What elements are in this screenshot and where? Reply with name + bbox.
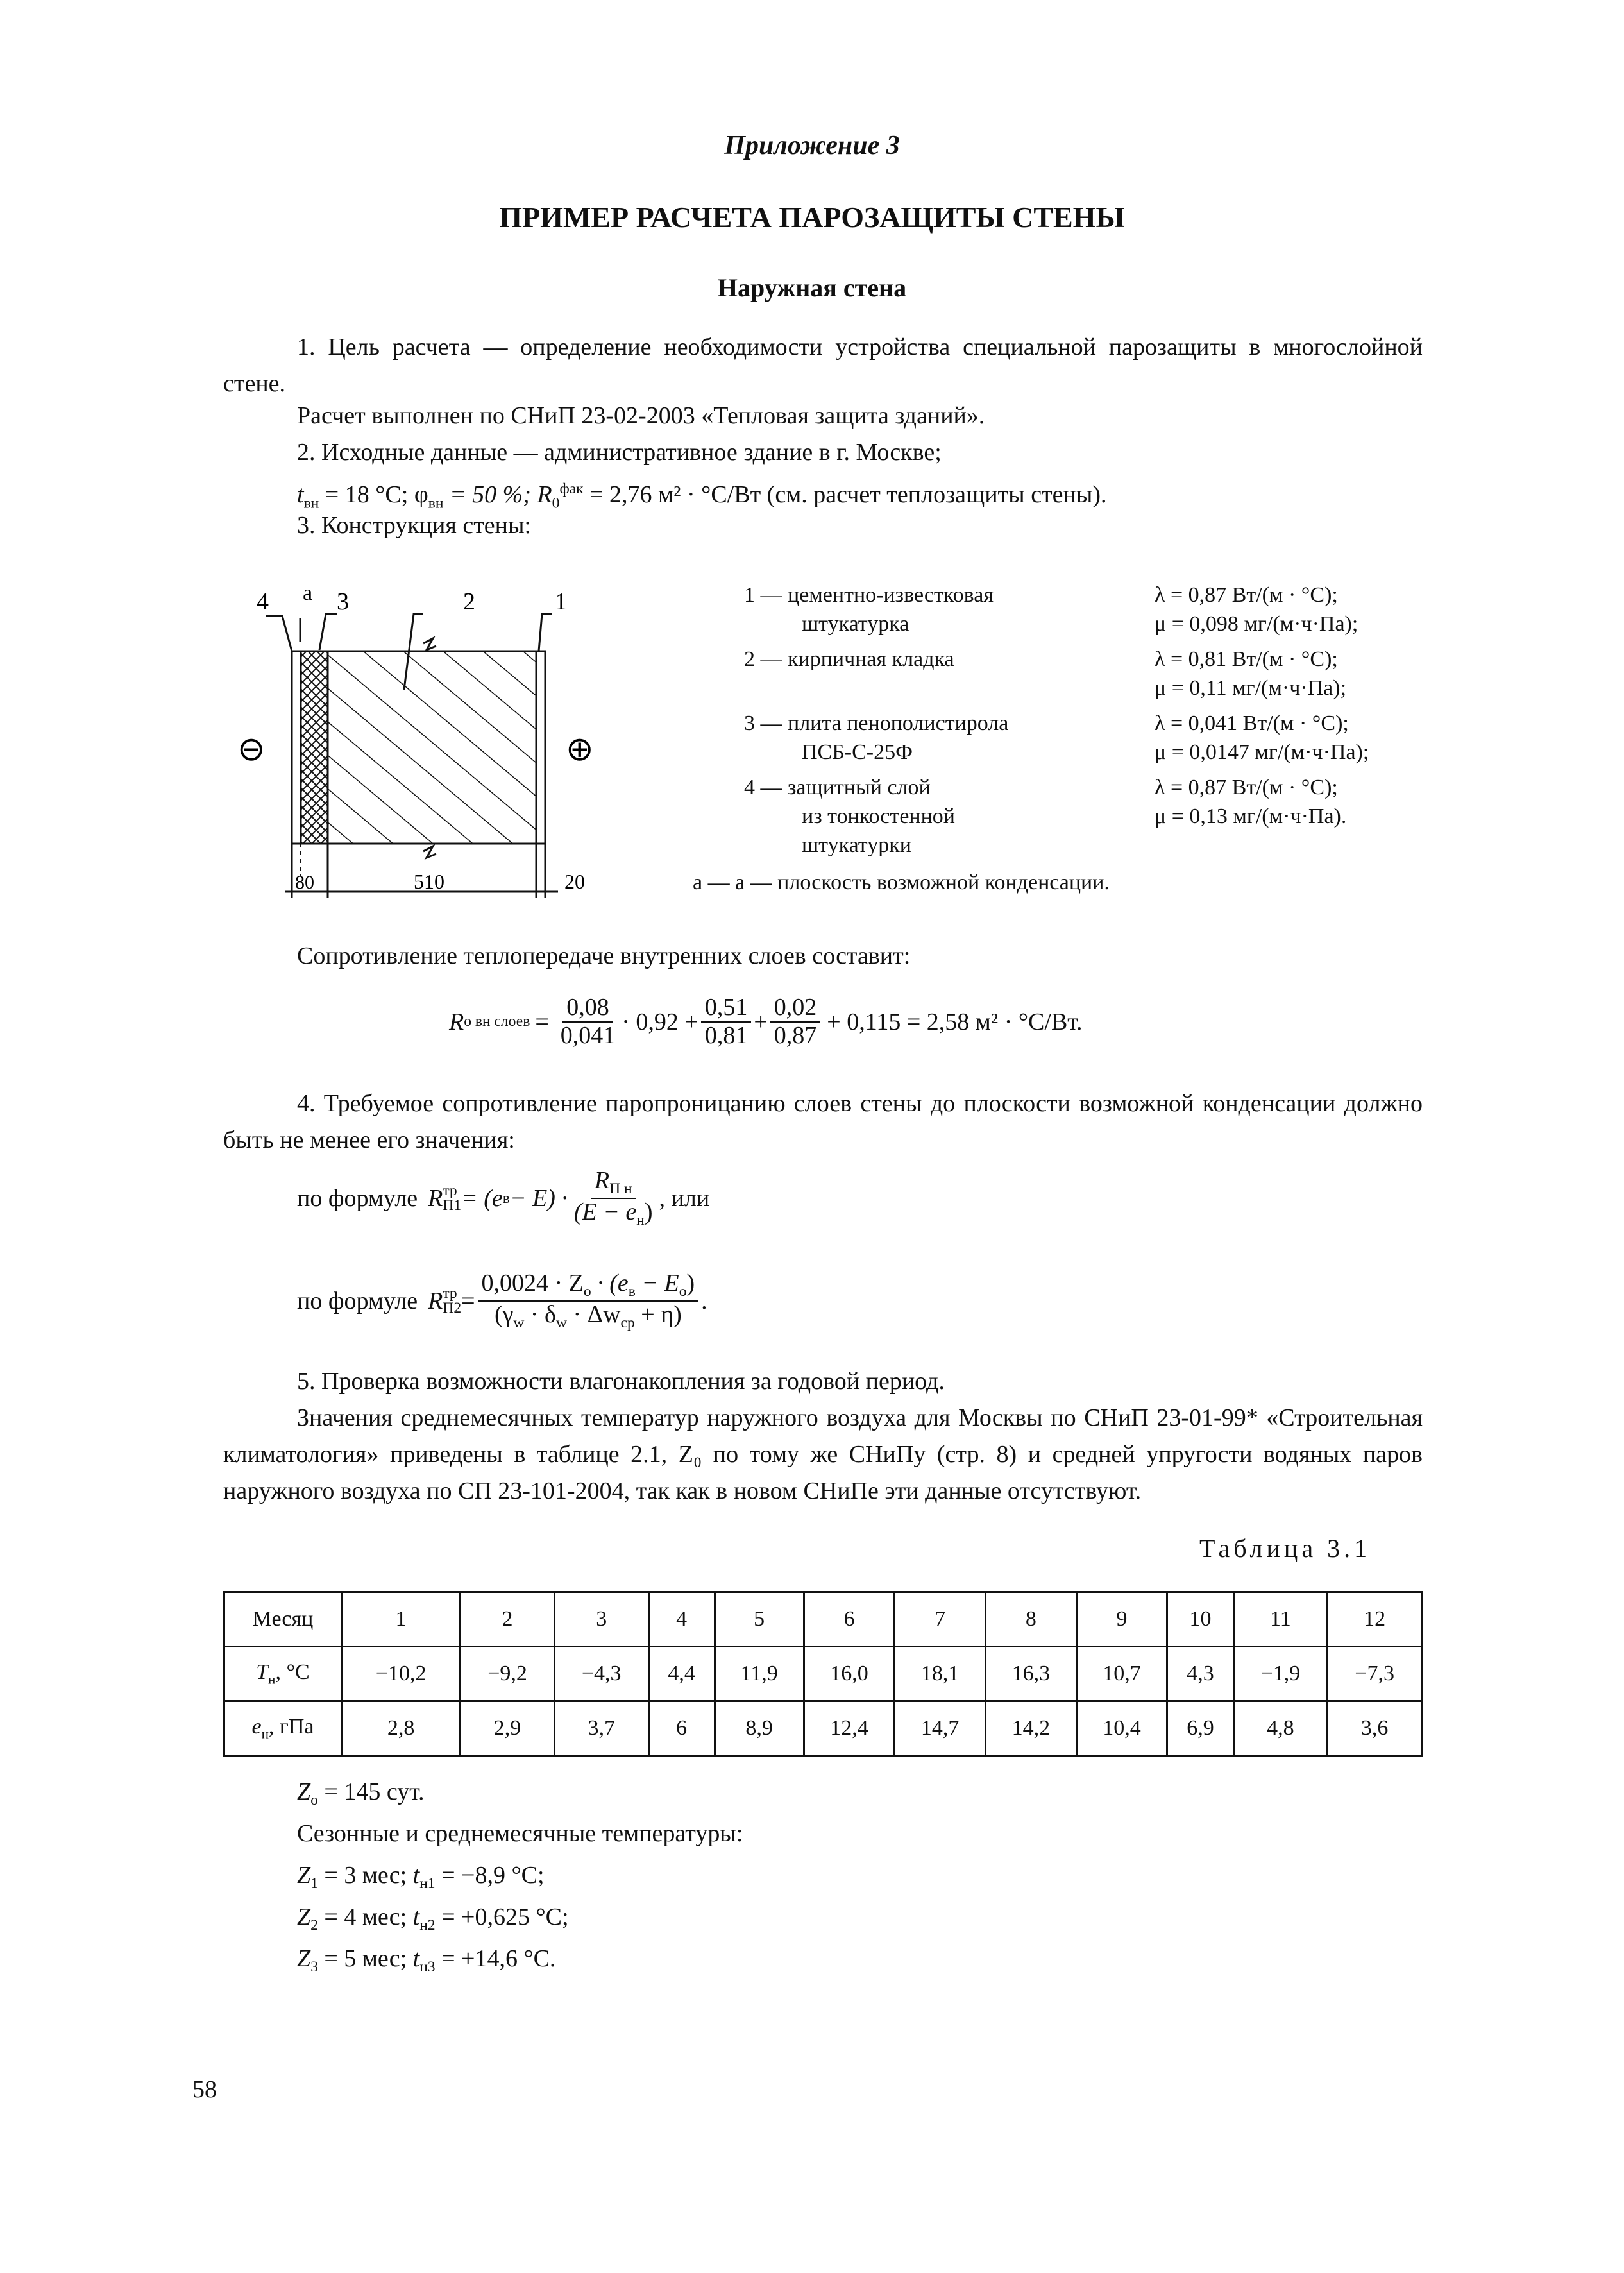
dim-80: 80 — [295, 872, 314, 893]
condensation-plane-note: а — а — плоскость возможной конденсации. — [693, 871, 1110, 894]
table-header-cell: 11 — [1233, 1592, 1328, 1647]
layer-3-polystyrene — [301, 651, 328, 844]
section-5-text: Значения среднемесячных температур наружного воздуха для Москвы по СНиП 23-01-99* «Строительная климатология» приведены в таблице 2.1, Z₀ по тому же СНиПу (стр. 8) и средней упругости водяных паров наружного воздуха по СП 23-101-2004, так как в новом СНиПе эти данные отсутствуют. — [223, 1404, 1423, 1504]
section-subtitle: Наружная стена — [717, 273, 907, 302]
table-cell: 12,4 — [804, 1701, 895, 1756]
initial-data-line: $t_{вн} = 18$ °С; $\varphi_{вн} = 50$ %; $R_0^{фак} = 2,76$ м² · °С/Вт (см. расчет теплозащиты стены). — [297, 481, 1107, 512]
wall-construction-diagram — [231, 574, 629, 908]
legend-item-3-text: 3 — плита пенополистирола ПСБ-С-25Ф — [744, 711, 1009, 764]
legend-item-1-text: 1 — цементно-известковая штукатурка — [744, 583, 994, 636]
season-row-3: $Z_3 = 5$ мес; $t_{н3} = +14,6$ °С. — [297, 1945, 556, 1976]
layer-2-brick — [328, 651, 536, 844]
dim-20: 20 — [564, 870, 585, 893]
table-header-cell: 8 — [986, 1592, 1077, 1647]
table-cell: 18,1 — [895, 1647, 986, 1701]
table-cell: 3,7 — [554, 1701, 648, 1756]
table-cell: 6,9 — [1167, 1701, 1233, 1756]
intro-paragraph-2: Расчет выполнен по СНиП 23-02-2003 «Тепловая защита зданий». — [297, 402, 985, 429]
table-header-cell: 7 — [895, 1592, 986, 1647]
table-header-cell: 2 — [461, 1592, 555, 1647]
table-header-cell: 5 — [715, 1592, 804, 1647]
table-cell: 2,9 — [461, 1701, 555, 1756]
layer-legend — [693, 581, 1437, 901]
table-header-cell: 3 — [554, 1592, 648, 1647]
table-cell: −7,3 — [1328, 1647, 1422, 1701]
table-cell: 6 — [648, 1701, 715, 1756]
table-cell: 2,8 — [342, 1701, 461, 1756]
plus-sign: ⊕ — [566, 730, 594, 769]
label-2: 2 — [463, 588, 475, 615]
resistance-text: Сопротивление теплопередаче внутренних слоев составит: — [297, 942, 911, 969]
layer-4-plaster — [292, 651, 301, 844]
climate-table — [223, 1591, 1423, 1757]
legend-item-1-props: λ = 0,87 Вт/(м · °С); μ = 0,098 мг/(м·ч·Па); — [1155, 583, 1358, 636]
table-caption: Таблица 3.1 — [1199, 1534, 1371, 1563]
table-header-cell: 6 — [804, 1592, 895, 1647]
table-cell: 11,9 — [715, 1647, 804, 1701]
formula-rp1: по формуле R тр П1 = (e в − E) · $\frac{R_{П н}}{(E - e_н)}$ , или — [297, 1167, 710, 1229]
table-header-cell: Месяц — [224, 1592, 342, 1647]
layer-1-plaster — [536, 651, 545, 844]
table-cell: −10,2 — [342, 1647, 461, 1701]
label-a: а — [303, 581, 313, 605]
table-row-label: $e_н$, гПа — [224, 1701, 342, 1756]
appendix-heading: Приложение 3 — [724, 131, 900, 160]
season-row-2: $Z_2 = 4$ мес; $t_{н2} = +0,625$ °С; — [297, 1903, 569, 1934]
table-cell: −4,3 — [554, 1647, 648, 1701]
legend-item-4-props: λ = 0,87 Вт/(м · °С); μ = 0,13 мг/(м·ч·Па). — [1155, 776, 1347, 828]
intro-paragraph-3: 2. Исходные данные — административное здание в г. Москве; — [297, 439, 942, 466]
table-cell: 10,7 — [1076, 1647, 1167, 1701]
table-header-cell: 1 — [342, 1592, 461, 1647]
legend-item-4-text: 4 — защитный слой из тонкостенной штукатурки — [744, 776, 955, 857]
table-cell: 4,4 — [648, 1647, 715, 1701]
table-cell: 16,3 — [986, 1647, 1077, 1701]
table-cell: 14,7 — [895, 1701, 986, 1756]
legend-item-2-text: 2 — кирпичная кладка — [744, 647, 954, 671]
table-cell: 14,2 — [986, 1701, 1077, 1756]
z0-line: $Z_о = 145$ сут. — [297, 1778, 425, 1809]
table-cell: 10,4 — [1076, 1701, 1167, 1756]
page-number: 58 — [192, 2076, 217, 2103]
dim-510: 510 — [414, 870, 444, 893]
table-cell: 4,3 — [1167, 1647, 1233, 1701]
page-title: ПРИМЕР РАСЧЕТА ПАРОЗАЩИТЫ СТЕНЫ — [499, 201, 1125, 234]
table-cell: −1,9 — [1233, 1647, 1328, 1701]
label-3: 3 — [337, 588, 349, 615]
table-cell: 3,6 — [1328, 1701, 1422, 1756]
minus-sign: ⊖ — [237, 730, 266, 769]
label-1: 1 — [555, 588, 567, 615]
table-header-cell: 9 — [1076, 1592, 1167, 1647]
table-cell: 4,8 — [1233, 1701, 1328, 1756]
season-row-1: $Z_1 = 3$ мес; $t_{н1} = -8,9$ °С; — [297, 1862, 545, 1893]
table-row — [224, 1701, 1422, 1756]
table-row-label: $T_н$, °С — [224, 1647, 342, 1701]
table-cell: −9,2 — [461, 1647, 555, 1701]
table-cell: 16,0 — [804, 1647, 895, 1701]
table-row — [224, 1647, 1422, 1701]
section-5-title: 5. Проверка возможности влагонакопления за годовой период. — [297, 1368, 945, 1395]
seasonal-heading: Сезонные и среднемесячные температуры: — [297, 1820, 743, 1847]
label-4: 4 — [257, 588, 269, 615]
table-header-cell: 12 — [1328, 1592, 1422, 1647]
table-row — [224, 1592, 1422, 1647]
formula-rp2: по формуле R тр П2 = $\frac{0,0024 \cdot Z_о \cdot (e_в - E_о)}{(\gamma_w \cdot \delta_w \cdot \Delta w_{ср} + \eta)}$ . — [297, 1270, 707, 1332]
table-header-cell: 10 — [1167, 1592, 1233, 1647]
section-4-text: 4. Требуемое сопротивление паропроницанию слоев стены до плоскости возможной конденсации должно быть не менее его значения: — [223, 1090, 1423, 1154]
table-header-cell: 4 — [648, 1592, 715, 1647]
resistance-formula: R о вн слоев = $\frac{0,08}{0,041}$ · 0,92 + $\frac{0,51}{0,81}$ + $\frac{0,02}{0,87}$ + 0,115 = 2,58 м² · °С/Вт. — [449, 994, 1083, 1049]
legend-item-3-props: λ = 0,041 Вт/(м · °С); μ = 0,0147 мг/(м·ч·Па); — [1155, 711, 1369, 764]
intro-paragraph-1: 1. Цель расчета — определение необходимости устройства специальной парозащиты в многослойной стене. — [223, 334, 1423, 397]
legend-item-2-props: λ = 0,81 Вт/(м · °С); μ = 0,11 мг/(м·ч·Па); — [1155, 647, 1347, 700]
intro-paragraph-5: 3. Конструкция стены: — [297, 512, 532, 539]
table-cell: 8,9 — [715, 1701, 804, 1756]
